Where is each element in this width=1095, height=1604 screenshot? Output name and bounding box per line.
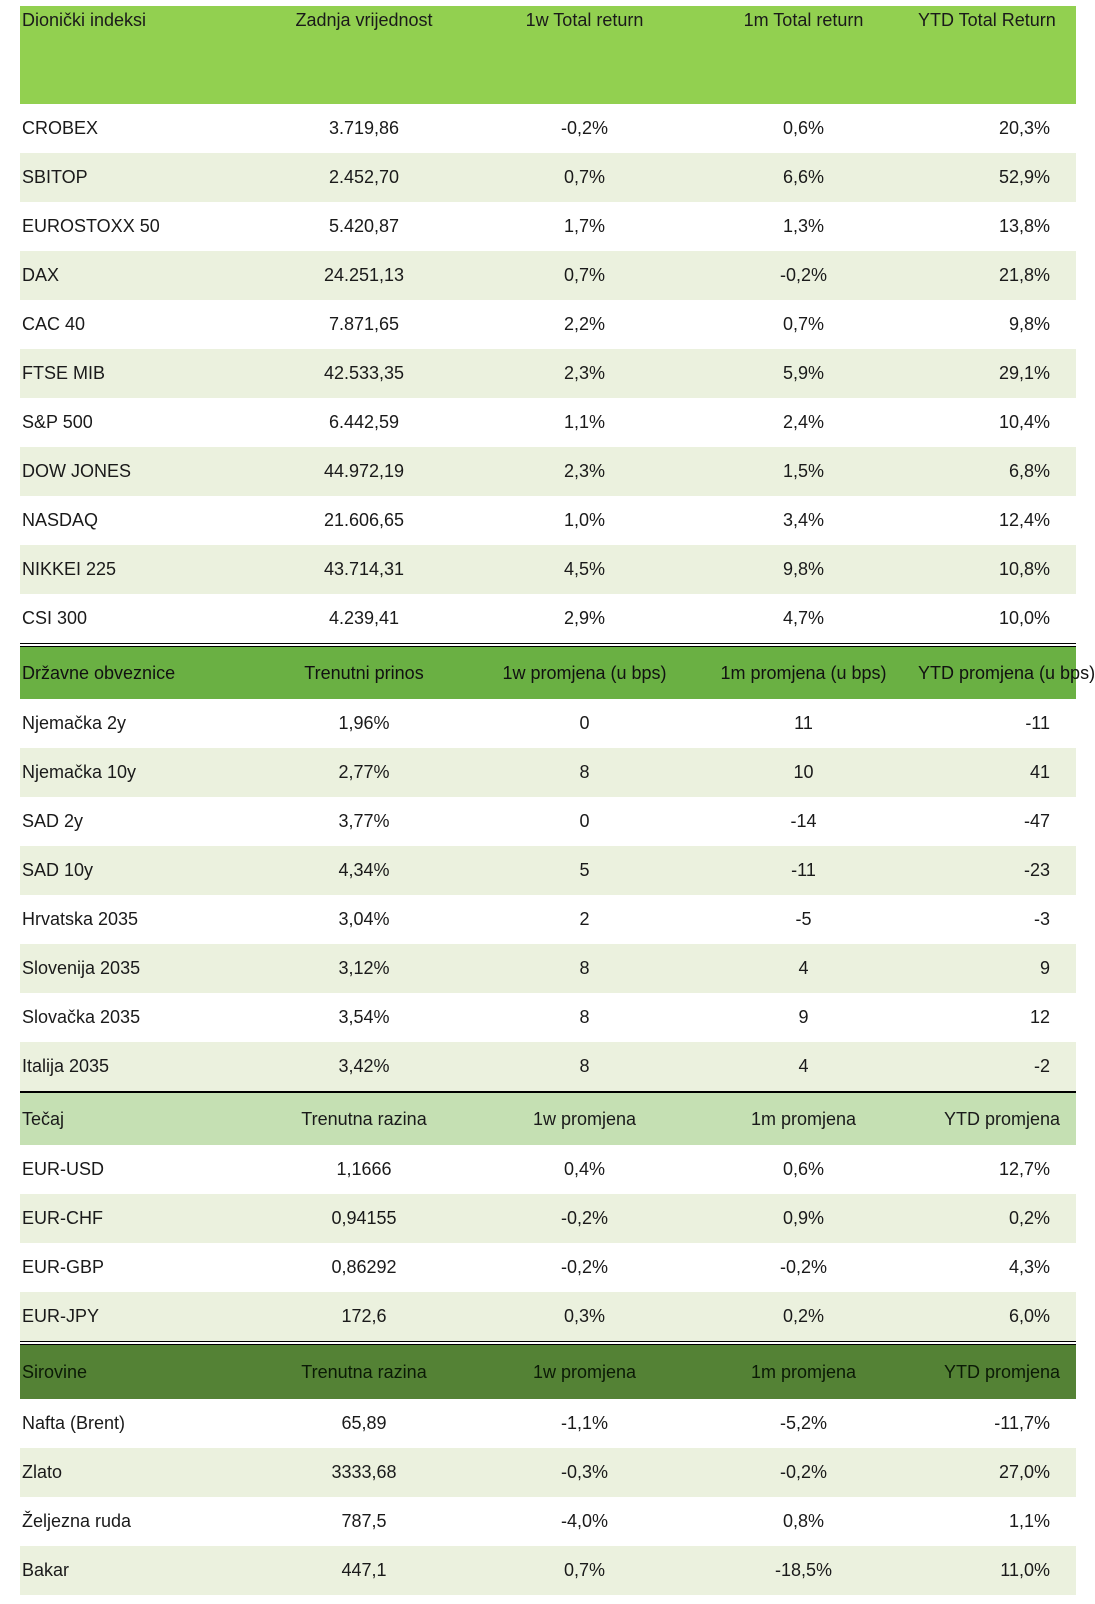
table-row <box>20 496 1076 545</box>
equity-cell-ytd: 13,8% <box>998 216 1050 236</box>
bonds-cell-1w: 5 <box>579 860 590 880</box>
commodities-header-1w: 1w promjena <box>532 1361 637 1382</box>
commodities-rows <box>20 1399 1076 1595</box>
fx-header-level: Trenutna razina <box>301 1108 427 1129</box>
equity-cell-1m: 3,4% <box>782 510 825 530</box>
equity-cell-name: S&P 500 <box>22 412 93 432</box>
equity-header-1w: 1w Total return <box>525 10 644 30</box>
fx-cell-1m: 0,9% <box>782 1208 825 1228</box>
equity-cell-1m: 0,6% <box>782 118 825 138</box>
table-row <box>20 447 1076 496</box>
table-row <box>20 1399 1076 1448</box>
table-row <box>20 398 1076 447</box>
bonds-header-ytd: YTD promjena (u bps) <box>918 662 1095 683</box>
table-row <box>20 202 1076 251</box>
equity-cell-1m: 1,5% <box>782 461 825 481</box>
commodities-cell-value: 3333,68 <box>331 1462 397 1482</box>
equity-cell-1m: 9,8% <box>782 559 825 579</box>
bonds-cell-value: 1,96% <box>338 713 390 733</box>
bonds-cell-value: 3,12% <box>338 958 390 978</box>
table-row <box>20 748 1076 797</box>
equity-cell-1m: 5,9% <box>782 363 825 383</box>
equity-cell-ytd: 10,0% <box>998 608 1050 628</box>
equity-cell-ytd: 9,8% <box>1008 314 1050 334</box>
equity-cell-ytd: 21,8% <box>998 265 1050 285</box>
commodities-cell-1m: -5,2% <box>779 1413 828 1433</box>
bonds-header-1w: 1w promjena (u bps) <box>502 662 667 683</box>
commodities-cell-value: 65,89 <box>341 1413 387 1433</box>
bonds-cell-ytd: 9 <box>1039 958 1050 978</box>
table-row <box>20 545 1076 594</box>
commodities-header-ytd: YTD promjena <box>944 1361 1061 1382</box>
bonds-header-row <box>20 647 1095 699</box>
bonds-cell-ytd: -2 <box>1033 1056 1050 1076</box>
equity-cell-value: 44.972,19 <box>323 461 405 481</box>
equity-header-value: Zadnja vrijednost <box>295 10 433 30</box>
bonds-cell-1w: 2 <box>579 909 590 929</box>
bonds-cell-ytd: -47 <box>1023 811 1050 831</box>
equity-cell-1w: 2,9% <box>563 608 606 628</box>
equity-cell-name: DAX <box>22 265 60 285</box>
equity-cell-1m: 4,7% <box>782 608 825 628</box>
table-row <box>20 300 1076 349</box>
equity-header-row <box>20 6 1076 104</box>
equity-section <box>20 6 1076 643</box>
bonds-cell-ytd: -3 <box>1033 909 1050 929</box>
bonds-cell-1w: 0 <box>579 811 590 831</box>
equity-cell-name: NIKKEI 225 <box>22 559 117 579</box>
table-row <box>20 153 1076 202</box>
bonds-cell-1w: 0 <box>579 713 590 733</box>
fx-cell-value: 1,1666 <box>336 1159 392 1179</box>
bonds-cell-1m: -11 <box>791 860 816 880</box>
table-row <box>20 1497 1076 1546</box>
equity-cell-value: 4.239,41 <box>328 608 400 628</box>
fx-cell-value: 0,94155 <box>331 1208 397 1228</box>
commodities-cell-1m: 0,8% <box>782 1511 825 1531</box>
commodities-cell-ytd: 11,0% <box>1000 1560 1050 1580</box>
equity-cell-name: DOW JONES <box>22 461 132 481</box>
commodities-cell-name: Zlato <box>22 1462 63 1482</box>
equity-cell-1m: -0,2% <box>779 265 828 285</box>
table-row <box>20 349 1076 398</box>
bonds-cell-value: 2,77% <box>338 762 390 782</box>
bonds-cell-value: 3,04% <box>338 909 390 929</box>
equity-cell-1m: 1,3% <box>782 216 825 236</box>
equity-cell-value: 24.251,13 <box>323 265 405 285</box>
fx-header-1w: 1w promjena <box>532 1108 637 1129</box>
equity-cell-value: 5.420,87 <box>328 216 400 236</box>
equity-header-ytd: YTD Total Return <box>918 10 1056 30</box>
bonds-cell-1w: 8 <box>579 1056 590 1076</box>
equity-cell-value: 6.442,59 <box>328 412 400 432</box>
fx-rows <box>20 1145 1076 1341</box>
bonds-cell-name: Njemačka 10y <box>22 762 137 782</box>
equity-cell-name: NASDAQ <box>22 510 99 530</box>
table-row <box>20 699 1076 748</box>
fx-section <box>20 1091 1076 1341</box>
table-row <box>20 1042 1076 1091</box>
equity-cell-1w: 0,7% <box>563 167 606 187</box>
fx-cell-ytd: 0,2% <box>1008 1208 1050 1228</box>
fx-cell-name: EUR-USD <box>22 1159 105 1179</box>
commodities-header-1m: 1m promjena <box>750 1361 857 1382</box>
fx-cell-1m: 0,2% <box>782 1306 825 1326</box>
equity-cell-1w: 0,7% <box>563 265 606 285</box>
bonds-cell-value: 3,42% <box>338 1056 390 1076</box>
fx-cell-value: 0,86292 <box>331 1257 397 1277</box>
table-row <box>20 895 1076 944</box>
bonds-cell-value: 3,54% <box>338 1007 390 1027</box>
equity-cell-name: CSI 300 <box>22 608 88 628</box>
bonds-cell-value: 3,77% <box>338 811 390 831</box>
bonds-cell-1w: 8 <box>579 958 590 978</box>
fx-cell-ytd: 12,7% <box>998 1159 1050 1179</box>
table-row <box>20 1243 1076 1292</box>
commodities-cell-1w: 0,7% <box>563 1560 606 1580</box>
table-row <box>20 1194 1076 1243</box>
bonds-cell-1m: -5 <box>795 909 812 929</box>
equity-cell-value: 43.714,31 <box>323 559 405 579</box>
table-row <box>20 104 1076 153</box>
table-row <box>20 993 1076 1042</box>
bonds-cell-value: 4,34% <box>338 860 390 880</box>
fx-cell-name: EUR-JPY <box>22 1306 100 1326</box>
commodities-header-level: Trenutna razina <box>301 1361 427 1382</box>
equity-cell-1m: 2,4% <box>782 412 825 432</box>
equity-cell-name: SBITOP <box>22 167 88 187</box>
fx-header-name: Tečaj <box>22 1108 65 1129</box>
fx-cell-1m: -0,2% <box>779 1257 828 1277</box>
equity-cell-value: 7.871,65 <box>328 314 400 334</box>
equity-cell-1w: 1,7% <box>563 216 606 236</box>
bonds-rows <box>20 699 1076 1091</box>
equity-rows <box>20 104 1076 643</box>
table-row <box>20 251 1076 300</box>
table-row <box>20 846 1076 895</box>
fx-cell-name: EUR-GBP <box>22 1257 105 1277</box>
equity-cell-ytd: 52,9% <box>998 167 1050 187</box>
bonds-cell-name: Italija 2035 <box>22 1056 110 1076</box>
equity-cell-ytd: 29,1% <box>998 363 1050 383</box>
equity-header-1m: 1m Total return <box>743 10 864 30</box>
fx-cell-1w: -0,2% <box>560 1208 609 1228</box>
equity-cell-ytd: 6,8% <box>1008 461 1050 481</box>
bonds-cell-1m: 4 <box>798 958 809 978</box>
equity-cell-1w: -0,2% <box>560 118 609 138</box>
bonds-header-name: Državne obveznice <box>22 662 176 683</box>
equity-cell-value: 42.533,35 <box>323 363 405 383</box>
equity-cell-ytd: 10,4% <box>998 412 1050 432</box>
bonds-section <box>20 643 1095 1091</box>
bonds-cell-name: Slovenija 2035 <box>22 958 141 978</box>
fx-cell-1w: 0,4% <box>563 1159 606 1179</box>
fx-cell-value: 172,6 <box>341 1306 387 1326</box>
equity-cell-name: CROBEX <box>22 118 99 138</box>
commodities-cell-1m: -0,2% <box>779 1462 828 1482</box>
equity-cell-1w: 1,1% <box>563 412 606 432</box>
equity-cell-1m: 6,6% <box>782 167 825 187</box>
commodities-cell-ytd: 1,1% <box>1008 1511 1050 1531</box>
fx-header-1m: 1m promjena <box>750 1108 857 1129</box>
bonds-cell-1m: 4 <box>798 1056 809 1076</box>
equity-cell-1w: 2,3% <box>563 363 606 383</box>
equity-cell-name: FTSE MIB <box>22 363 106 383</box>
bonds-header-1m: 1m promjena (u bps) <box>720 662 887 683</box>
commodities-cell-value: 447,1 <box>341 1560 387 1580</box>
fx-cell-ytd: 6,0% <box>1008 1306 1050 1326</box>
bonds-cell-ytd: -23 <box>1023 860 1050 880</box>
bonds-cell-1m: 11 <box>794 713 813 733</box>
equity-cell-value: 2.452,70 <box>328 167 400 187</box>
commodities-cell-name: Željezna ruda <box>22 1511 132 1531</box>
bonds-cell-name: Njemačka 2y <box>22 713 127 733</box>
commodities-cell-1m: -18,5% <box>774 1560 833 1580</box>
bonds-cell-name: SAD 10y <box>22 860 94 880</box>
fx-cell-1w: 0,3% <box>563 1306 606 1326</box>
equity-cell-value: 3.719,86 <box>328 118 400 138</box>
fx-cell-1w: -0,2% <box>560 1257 609 1277</box>
table-row <box>20 797 1076 846</box>
commodities-cell-name: Bakar <box>22 1560 70 1580</box>
commodities-cell-ytd: 27,0% <box>998 1462 1050 1482</box>
table-row <box>20 594 1076 643</box>
commodities-header-name: Sirovine <box>22 1361 88 1382</box>
commodities-cell-ytd: -11,7% <box>994 1413 1050 1433</box>
bonds-cell-1m: 9 <box>798 1007 809 1027</box>
table-row <box>20 944 1076 993</box>
table-row <box>20 1292 1076 1341</box>
fx-cell-name: EUR-CHF <box>22 1208 103 1228</box>
equity-cell-1w: 2,3% <box>563 461 606 481</box>
fx-cell-ytd: 4,3% <box>1008 1257 1050 1277</box>
equity-cell-name: EUROSTOXX 50 <box>22 216 160 236</box>
bonds-cell-name: Slovačka 2035 <box>22 1007 141 1027</box>
table-row <box>20 1546 1076 1595</box>
commodities-cell-1w: -0,3% <box>560 1462 609 1482</box>
bonds-cell-1m: 10 <box>793 762 814 782</box>
bonds-cell-ytd: -11 <box>1025 713 1050 733</box>
fx-header-ytd: YTD promjena <box>944 1108 1061 1129</box>
equity-cell-ytd: 20,3% <box>998 118 1050 138</box>
equity-cell-1m: 0,7% <box>782 314 825 334</box>
bonds-cell-1w: 8 <box>579 1007 590 1027</box>
commodities-cell-name: Nafta (Brent) <box>22 1413 126 1433</box>
bonds-cell-ytd: 41 <box>1029 762 1050 782</box>
bonds-header-yield: Trenutni prinos <box>304 662 424 683</box>
bonds-cell-1m: -14 <box>790 811 817 831</box>
commodities-header-row <box>20 1345 1076 1399</box>
fx-cell-1m: 0,6% <box>782 1159 825 1179</box>
table-row <box>20 1145 1076 1194</box>
commodities-cell-1w: -1,1% <box>560 1413 609 1433</box>
equity-cell-value: 21.606,65 <box>323 510 405 530</box>
table-row <box>20 1448 1076 1497</box>
fx-header-row <box>20 1093 1076 1145</box>
market-overview <box>20 6 1095 1595</box>
commodities-cell-value: 787,5 <box>341 1511 387 1531</box>
bonds-cell-ytd: 12 <box>1029 1007 1050 1027</box>
equity-cell-ytd: 12,4% <box>998 510 1050 530</box>
commodities-section <box>20 1341 1076 1595</box>
equity-cell-name: CAC 40 <box>22 314 86 334</box>
equity-cell-ytd: 10,8% <box>998 559 1050 579</box>
commodities-cell-1w: -4,0% <box>560 1511 609 1531</box>
equity-cell-1w: 1,0% <box>563 510 606 530</box>
bonds-cell-name: SAD 2y <box>22 811 84 831</box>
bonds-cell-name: Hrvatska 2035 <box>22 909 139 929</box>
equity-cell-1w: 4,5% <box>563 559 606 579</box>
equity-header-name: Dionički indeksi <box>22 10 147 30</box>
equity-cell-1w: 2,2% <box>563 314 606 334</box>
bonds-cell-1w: 8 <box>579 762 590 782</box>
